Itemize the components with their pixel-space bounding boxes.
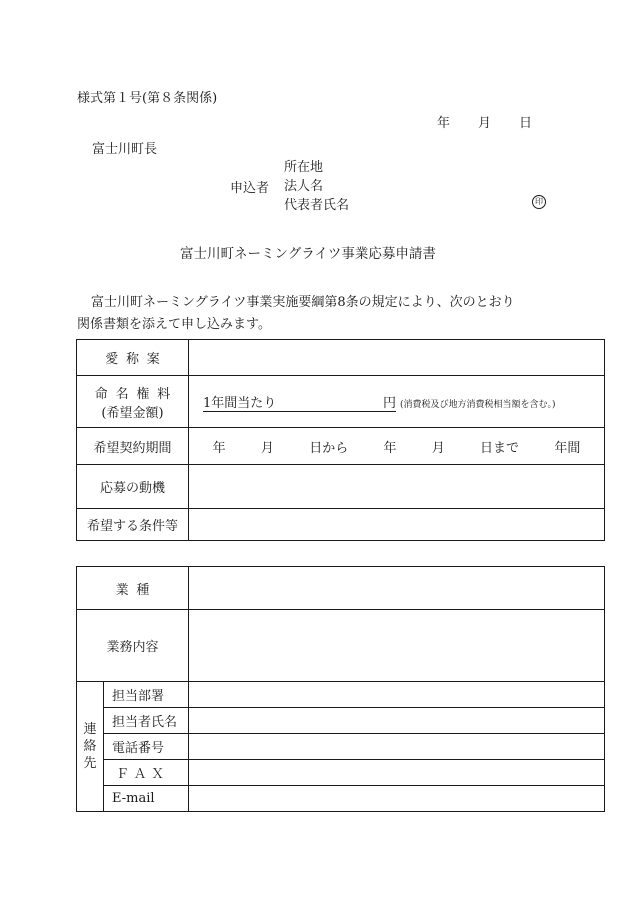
- period-row: [189, 437, 604, 456]
- fee-prefix: 1年間当たり: [203, 395, 277, 411]
- phone-input-cell[interactable]: [189, 734, 605, 760]
- motive-label-cell: [77, 465, 189, 509]
- corp-name-label: 法人名: [284, 179, 324, 194]
- intro-line-2: 関係書類を添えて申し込みます。: [77, 317, 271, 332]
- motive-label: 応募の動機: [99, 481, 165, 496]
- nickname-label-cell: [77, 340, 189, 376]
- date-month: 月: [477, 116, 491, 131]
- application-table: [76, 339, 605, 541]
- period-start-month: 月: [260, 440, 274, 456]
- email-label-cell: [104, 786, 189, 812]
- fee-yen: 円: [383, 395, 397, 411]
- contact-label-char-1: 連: [83, 722, 97, 737]
- period-label: 希望契約期間: [93, 440, 172, 456]
- seal-mark: 印: [532, 195, 546, 209]
- period-years: 年間: [554, 440, 581, 456]
- addressee: 富士川町長: [92, 142, 158, 157]
- period-end-month: 月: [431, 440, 445, 456]
- applicant-fields: [284, 158, 349, 215]
- industry-label-cell: [77, 567, 189, 610]
- period-label-cell: [77, 428, 189, 465]
- document-title: 富士川町ネーミングライツ事業応募申請書: [180, 246, 436, 262]
- dept-label: 担当部署: [112, 689, 165, 704]
- contact-label-char-3: 先: [83, 756, 97, 771]
- conditions-input-cell[interactable]: [189, 509, 605, 541]
- dept-input-cell[interactable]: [189, 682, 605, 708]
- contact-label-char-2: 絡: [83, 739, 97, 754]
- nickname-label: 愛称案: [105, 352, 168, 367]
- period-end-day: 日まで: [480, 440, 520, 456]
- conditions-label: 希望する条件等: [86, 519, 178, 534]
- person-input-cell[interactable]: [189, 708, 605, 734]
- intro-text: [77, 292, 557, 336]
- period-end-year: 年: [383, 440, 397, 456]
- fee-label: 命名権料: [94, 386, 178, 402]
- business-label: 業務内容: [106, 640, 159, 655]
- conditions-label-cell: [77, 509, 189, 541]
- form-number: 様式第１号(第８条関係): [77, 91, 218, 106]
- email-input-cell[interactable]: [189, 786, 605, 812]
- person-label-cell: [104, 708, 189, 734]
- industry-label: 業種: [115, 582, 158, 598]
- fee-label-sub: (希望金額): [101, 405, 164, 421]
- date-year: 年: [437, 116, 451, 131]
- date-day: 日: [518, 116, 532, 131]
- representative-label: 代表者氏名: [284, 198, 350, 213]
- phone-label-cell: [104, 734, 189, 760]
- fax-label-cell: [104, 760, 189, 786]
- nickname-input-cell[interactable]: [189, 340, 605, 376]
- date-line: [437, 112, 532, 131]
- person-label: 担当者氏名: [112, 715, 178, 730]
- email-label: E-mail: [112, 791, 155, 806]
- phone-label: 電話番号: [112, 741, 165, 756]
- period-start-day: 日から: [309, 440, 349, 456]
- business-label-cell: [77, 610, 189, 682]
- dept-label-cell: [104, 682, 189, 708]
- fee-amount-line: [203, 392, 383, 412]
- industry-input-cell[interactable]: [189, 567, 605, 610]
- address-label: 所在地: [284, 160, 324, 175]
- fax-label: ＦＡＸ: [116, 767, 169, 782]
- business-input-cell[interactable]: [189, 610, 605, 682]
- fee-input-cell[interactable]: [189, 376, 605, 428]
- intro-line-1: 富士川町ネーミングライツ事業実施要綱第8条の規定により、次のとおり: [91, 295, 515, 310]
- motive-input-cell[interactable]: [189, 465, 605, 509]
- period-input-cell[interactable]: [189, 428, 605, 465]
- contact-label-cell: [77, 682, 104, 812]
- period-start-year: 年: [212, 440, 226, 456]
- fee-note: (消費税及び地方消費税相当額を含む。): [400, 399, 556, 410]
- fax-input-cell[interactable]: [189, 760, 605, 786]
- company-table: [76, 566, 605, 812]
- fee-label-cell: [77, 376, 189, 428]
- applicant-label: 申込者: [230, 181, 270, 196]
